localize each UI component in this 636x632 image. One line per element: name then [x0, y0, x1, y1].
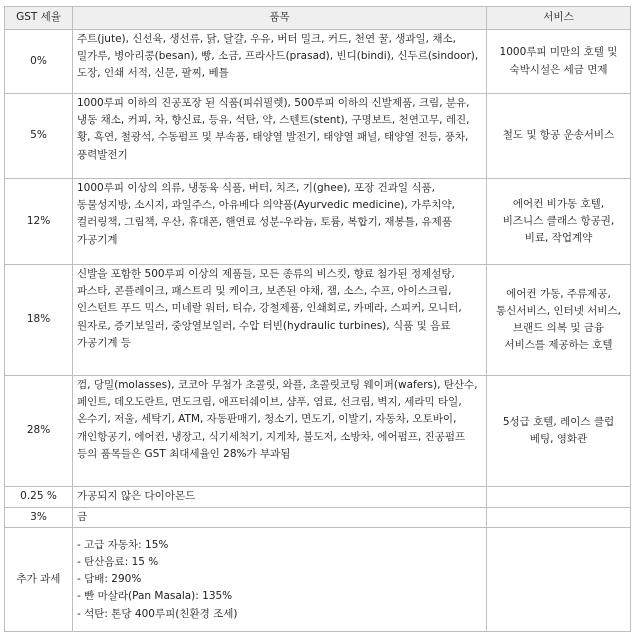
services-cell — [487, 487, 631, 508]
additional-item: - 담배: 290% — [77, 573, 142, 586]
header-rate: GST 세율 — [5, 7, 73, 30]
rate-cell: 3% — [5, 508, 73, 528]
gst-rate-table — [4, 6, 631, 632]
rate-cell: 0% — [5, 30, 73, 94]
table-row-18-percent — [5, 265, 631, 376]
header-items: 품목 — [73, 7, 487, 30]
rate-cell: 5% — [5, 94, 73, 179]
items-cell: 껌, 당밀(molasses), 코코아 무첨가 초콜릿, 와플, 초콜릿코팅 웨이퍼(wafers), 탄산수, 페인트, 데오도란트, 면도크림, 애프터쉐이브, 샴푸, 염료, 선크림, 벽지, 세라믹 타일, 온수기, 저울, 세탁기, ATM, 자동판매기, 청소기, 면도기, 이발기, 자동차, 오토바이, 개인항공기, 에어컨, 냉장고, 식기세척기, 지게차, 불도저, 소방차, 에어펌프, 진공펌프 등의 품목들은 GST 최대세율인 28%가 부과됨 — [73, 376, 487, 487]
rate-cell: 28% — [5, 376, 73, 487]
table-row-0-25-percent — [5, 487, 631, 508]
table-row-3-percent — [5, 508, 631, 528]
rate-cell: 0.25 % — [5, 487, 73, 508]
services-cell: 5성급 호텔, 레이스 클럽 베팅, 영화관 — [487, 376, 631, 487]
services-cell: 에어컨 가동, 주류제공, 통신서비스, 인터넷 서비스, 브랜드 의복 및 금융 서비스를 제공하는 호텔 — [487, 265, 631, 376]
items-cell: 신발을 포함한 500루피 이상의 제품들, 모든 종류의 비스킷, 향료 첨가된 정제설탕, 파스타, 콘플레이크, 패스트리 및 케이크, 보존된 야채, 잼, 소스, 수프, 아이스크림, 인스턴트 푸드 믹스, 미네랄 워터, 티슈, 강철제품, 인쇄회로, 카메라, 스피커, 모니터, 원자로, 증기보일러, 중앙열보일러, 수압 터빈(hydraulic turbines), 식품 및 음료 가공기계 등 — [73, 265, 487, 376]
services-cell — [487, 508, 631, 528]
services-cell: 에어컨 비가동 호텔, 비즈니스 클래스 항공권, 비료, 작업계약 — [487, 179, 631, 265]
rate-cell: 18% — [5, 265, 73, 376]
header-row — [5, 7, 631, 30]
table-row-5-percent — [5, 94, 631, 179]
rate-cell: 추가 과세 — [5, 528, 73, 632]
items-cell: 1000루피 이하의 진공포장 된 식품(피쉬필렛), 500루피 이하의 신발제품, 크림, 분유, 냉동 채소, 커피, 차, 향신료, 등유, 석탄, 약, 스텐트(stent), 구명보트, 천연고무, 레진, 황, 흑연, 철광석, 수동펌프 및 부속품, 태양열 발전기, 태양열 패널, 태양열 전등, 풍차, 풍력발전기 — [73, 94, 487, 179]
table-row-0-percent — [5, 30, 631, 94]
items-cell: 주트(jute), 신선육, 생선류, 닭, 달걀, 우유, 버터 밀크, 커드, 천연 꿀, 생과일, 채소, 밀가루, 병아리콩(besan), 빵, 소금, 프라사드(prasad), 빈디(bindi), 신두르(sindoor), 도장, 인쇄 서적, 신문, 팔찌, 베틀 — [73, 30, 487, 94]
table-row-28-percent — [5, 376, 631, 487]
additional-item: - 탄산음료: 15 % — [77, 555, 159, 568]
services-cell — [487, 528, 631, 632]
additional-item: - 빤 마살라(Pan Masala): 135% — [77, 590, 233, 603]
services-cell: 철도 및 항공 운송서비스 — [487, 94, 631, 179]
services-cell: 1000루피 미만의 호텔 및 숙박시설은 세금 면제 — [487, 30, 631, 94]
header-services: 서비스 — [487, 7, 631, 30]
additional-item: - 고급 자동차: 15% — [77, 538, 169, 551]
table-row-additional-tax — [5, 528, 631, 632]
table-row-12-percent — [5, 179, 631, 265]
additional-items-cell — [73, 528, 487, 632]
rate-cell: 12% — [5, 179, 73, 265]
additional-item: - 석탄: 톤당 400루피(친환경 조세) — [77, 607, 238, 620]
items-cell: 가공되지 않은 다이아몬드 — [73, 487, 487, 508]
items-cell: 금 — [73, 508, 487, 528]
items-cell: 1000루피 이상의 의류, 냉동육 식품, 버터, 치즈, 기(ghee), 포장 건과일 식품, 동물성지방, 소시지, 과일주스, 아유베다 의약품(Ayurvedic medicine), 가루치약, 컬러링책, 그림책, 우산, 휴대폰, 핸연료 성분-우라늄, 토륨, 복합기, 재봉틀, 유제품 가공기계 — [73, 179, 487, 265]
